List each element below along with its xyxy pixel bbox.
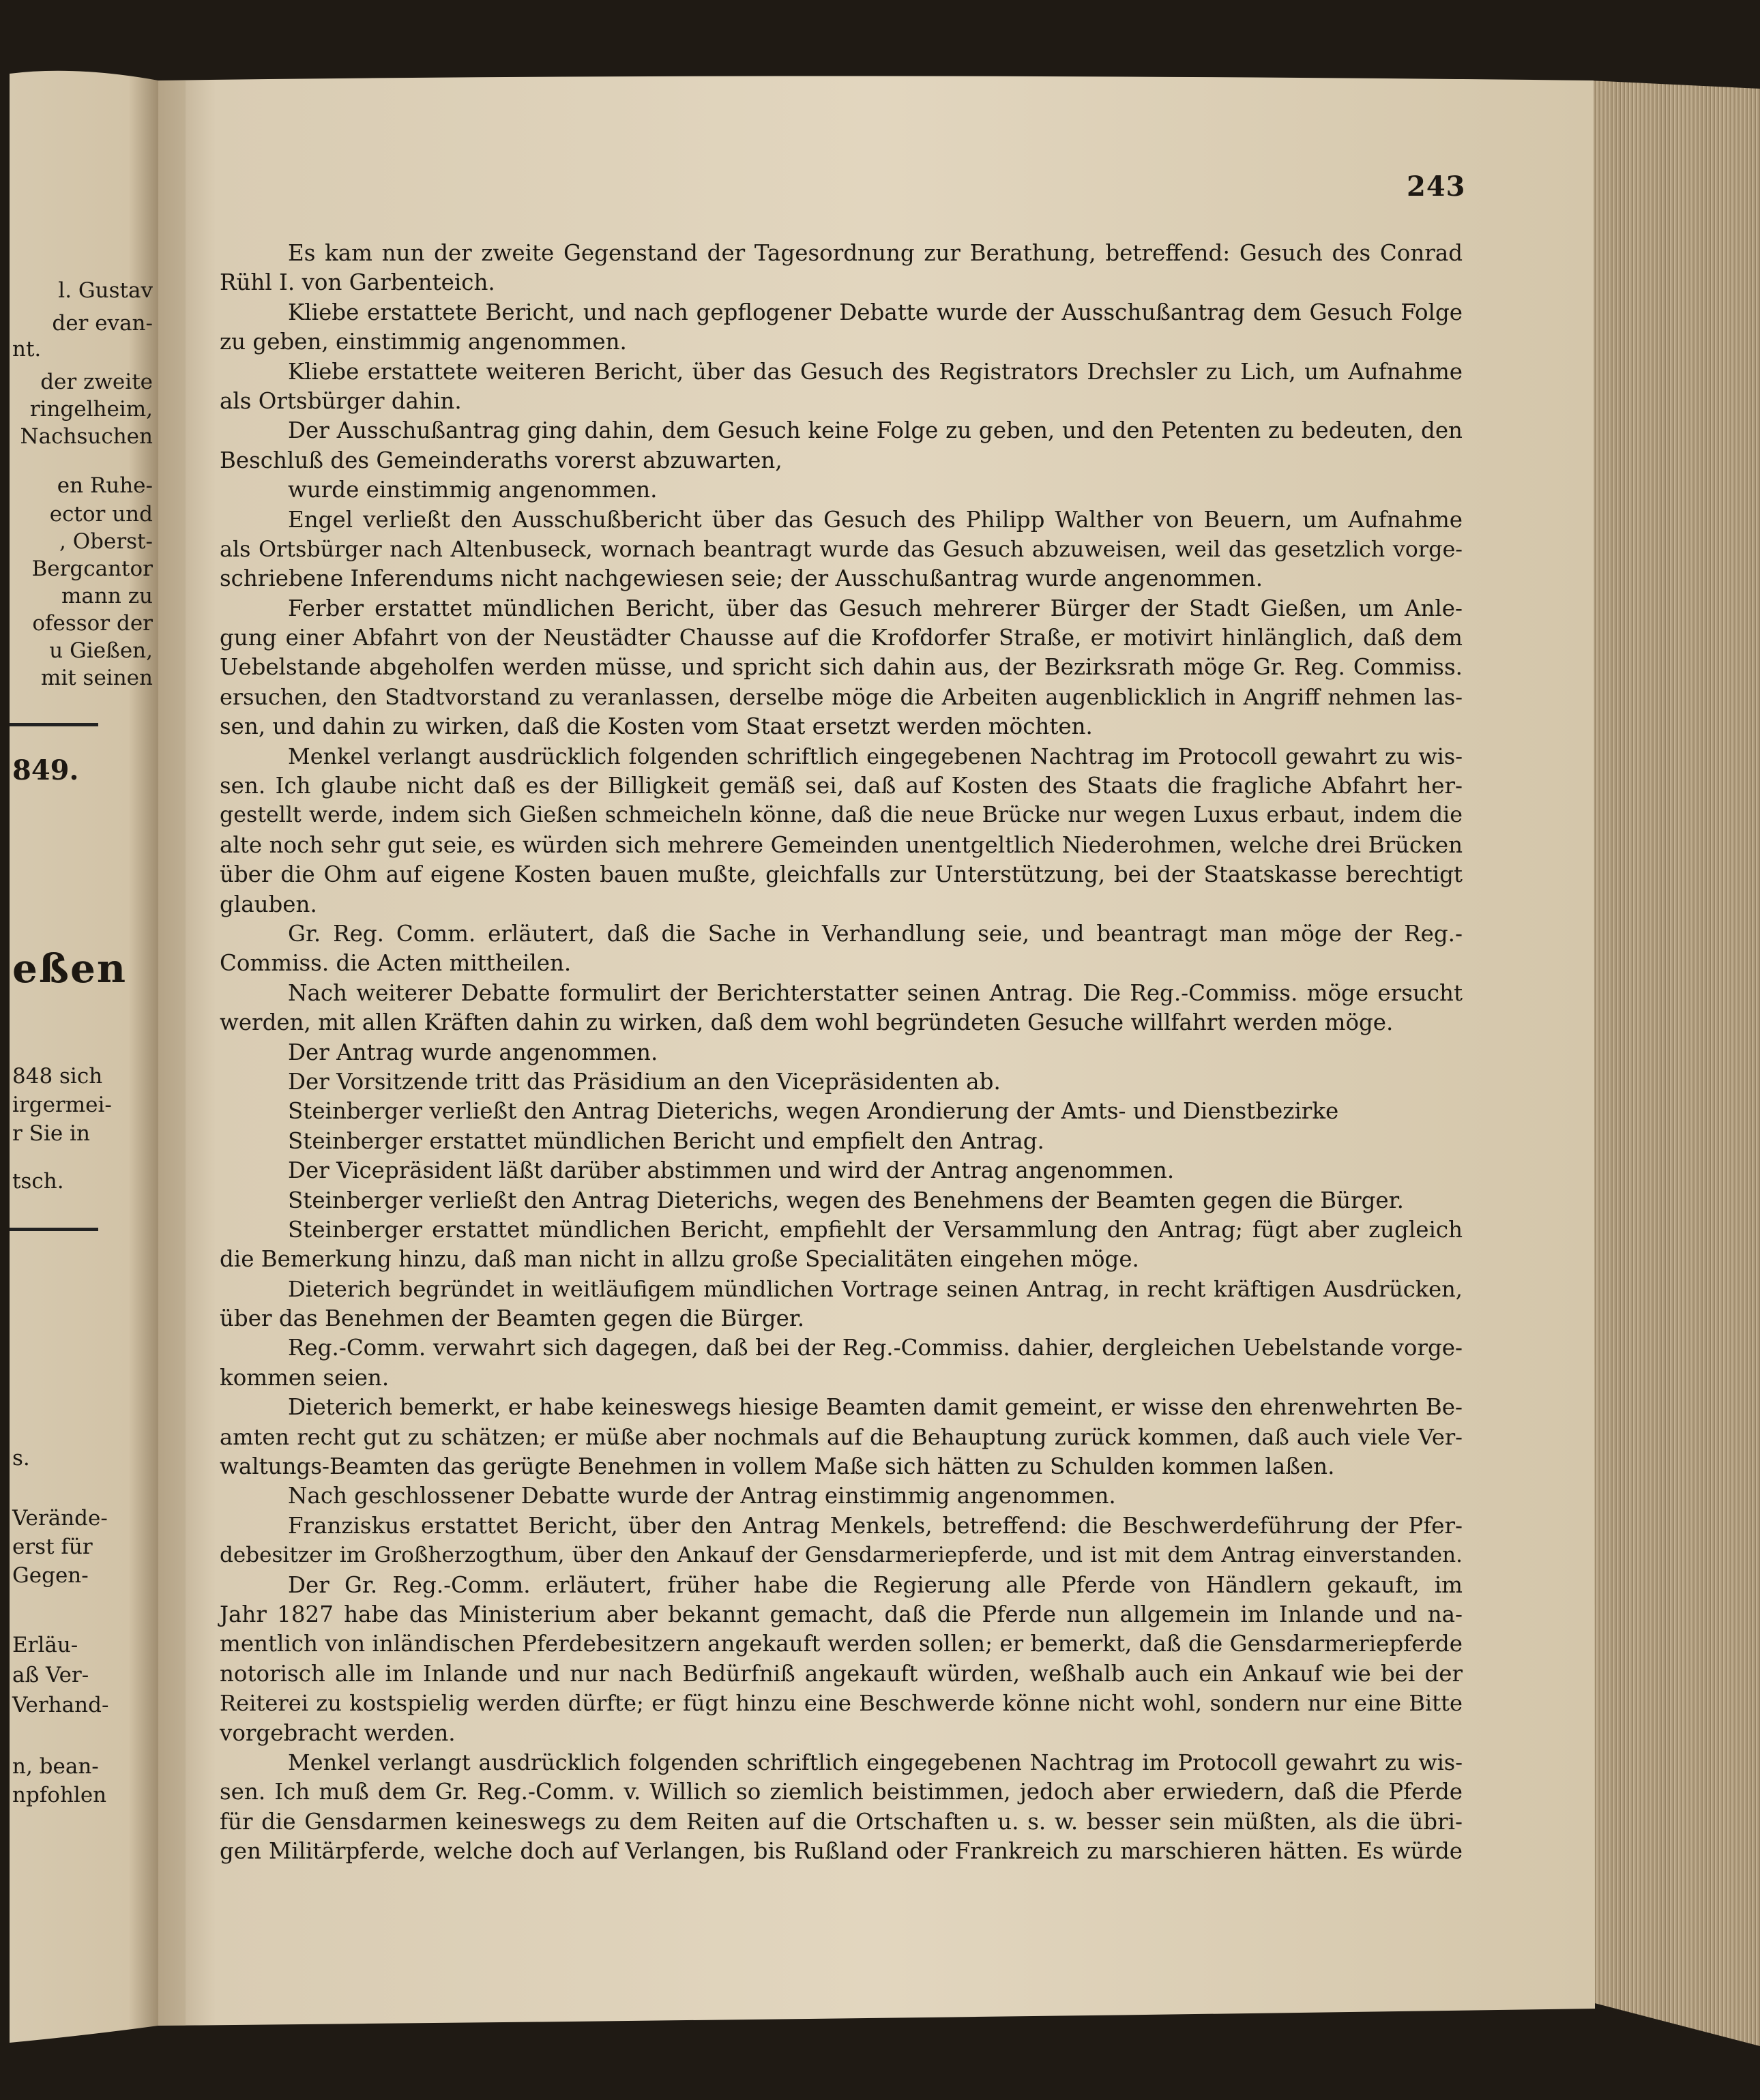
- text-line: Nach geschlossener Debatte wurde der Antrag einstimmig angenommen.: [288, 1483, 1116, 1509]
- text-line: sen, und dahin zu wirken, daß die Kosten vom Staat ersetzt werden möchten.: [220, 713, 1093, 740]
- text-line: Beschluß des Gemeinderaths vorerst abzuwarten,: [220, 447, 782, 473]
- fragment-line: irgermei-: [12, 1093, 112, 1117]
- fragment-line: der zweite: [40, 370, 153, 394]
- fragment-line: Bergcantor: [31, 557, 153, 581]
- text-line: notorisch alle im Inlande und nur nach Bedürfniß angekauft würden, weßhalb auch ein Ankauf wie bei der: [220, 1660, 1463, 1687]
- fragment-line: erst für: [12, 1535, 93, 1559]
- text-line: glauben.: [220, 891, 317, 917]
- text-line: für die Gensdarmen keineswegs zu dem Reiten auf die Ortschaften u. s. w. besser sein müßten, als die übri-: [220, 1808, 1463, 1835]
- text-line: Gr. Reg. Comm. erläutert, daß die Sache in Verhandlung seie, und beantragt man möge der Reg.-: [288, 920, 1463, 947]
- text-line: Rühl I. von Garbenteich.: [220, 269, 495, 296]
- text-line: sen. Ich glaube nicht daß es der Billigkeit gemäß sei, daß auf Kosten des Staats die fragliche Abfahrt her-: [220, 773, 1463, 799]
- fragment-line: l. Gustav: [58, 278, 153, 303]
- fragment-line: n, bean-: [12, 1754, 99, 1779]
- text-line: Kliebe erstattete Bericht, und nach gepflogener Debatte wurde der Ausschußantrag dem Gesuch Folge: [288, 299, 1463, 325]
- text-line: Jahr 1827 habe das Ministerium aber bekannt gemacht, daß die Pferde nun allgemein im Inlande und na-: [220, 1601, 1463, 1627]
- text-line: Der Gr. Reg.-Comm. erläutert, früher habe die Regierung alle Pferde von Händlern gekauft, im: [288, 1571, 1463, 1598]
- fragment-line: ofessor der: [32, 611, 153, 636]
- text-line: als Ortsbürger nach Altenbuseck, wornach beantragt wurde das Gesuch abzuweisen, weil das gesetzlich vorge-: [220, 536, 1463, 562]
- fragment-line: , Oberst-: [59, 529, 153, 554]
- text-line: sen. Ich muß dem Gr. Reg.-Comm. v. Willich so ziemlich beistimmen, jedoch aber erwiedern, daß die Pferde: [220, 1779, 1463, 1805]
- text-line: schriebene Inferendums nicht nachgewiesen seie; der Ausschußantrag wurde angenommen.: [220, 565, 1263, 592]
- text-line: Nach weiterer Debatte formulirt der Berichterstatter seinen Antrag. Die Reg.-Commiss. möge ersucht: [288, 979, 1463, 1006]
- fragment-line: r Sie in: [12, 1121, 90, 1146]
- fragment-line: 848 sich: [12, 1064, 103, 1089]
- page-number: 243: [1407, 171, 1466, 203]
- protocol-text-body: [220, 239, 1463, 1910]
- fragment-line: npfohlen: [12, 1783, 107, 1807]
- fragment-line: en Ruhe-: [57, 473, 153, 498]
- text-line: gestellt werde, indem sich Gießen schmeicheln könne, daß die neue Brücke nur wegen Luxus erbaut, indem die: [220, 803, 1463, 828]
- fragment-line: Gegen-: [12, 1563, 89, 1588]
- text-line: über die Ohm auf eigene Kosten bauen mußte, gleichfalls zur Unterstützung, bei der Staatskasse berechtigt: [220, 861, 1463, 888]
- text-line: Reiterei zu kostspielig werden dürfte; er fügt hinzu eine Beschwerde könne nicht wohl, sondern nur eine Bitte: [220, 1690, 1463, 1717]
- text-line: die Bemerkung hinzu, daß man nicht in allzu große Specialitäten eingehen möge.: [220, 1246, 1139, 1273]
- text-line: über das Benehmen der Beamten gegen die Bürger.: [220, 1305, 805, 1332]
- text-line: Der Vicepräsident läßt darüber abstimmen und wird der Antrag angenommen.: [288, 1157, 1175, 1184]
- text-line: Menkel verlangt ausdrücklich folgenden schriftlich eingegebenen Nachtrag im Protocoll gewahrt zu wis-: [288, 743, 1463, 769]
- text-line: Steinberger verließt den Antrag Dieterichs, wegen Arondierung der Amts- und Dienstbezirke: [288, 1098, 1339, 1125]
- text-line: Der Antrag wurde angenommen.: [288, 1039, 658, 1065]
- text-line: debesitzer im Großherzogthum, über den Ankauf der Gensdarmeriepferde, und ist mit dem Antrag einverstanden.: [220, 1543, 1463, 1568]
- text-line: Engel verließt den Ausschußbericht über das Gesuch des Philipp Walther von Beuern, um Aufnahme: [288, 506, 1463, 533]
- previous-page-fragment: [10, 68, 160, 2046]
- fragment-line: s.: [12, 1446, 30, 1470]
- text-line: vorgebracht werden.: [220, 1719, 456, 1746]
- fragment-line: tsch.: [12, 1169, 64, 1194]
- text-line: amten recht gut zu schätzen; er müße aber nochmals auf die Behauptung zurück kommen, daß auch viele Ver-: [220, 1423, 1463, 1450]
- fragment-line: mann zu: [61, 584, 153, 608]
- divider-rule: [10, 723, 98, 726]
- text-line: alte noch sehr gut seie, es würden sich mehrere Gemeinden unentgeltlich Niederohmen, welche drei Brücken: [220, 831, 1463, 858]
- fragment-line: Verhand-: [12, 1693, 109, 1717]
- fragment-line: Verände-: [12, 1506, 108, 1530]
- text-line: als Ortsbürger dahin.: [220, 387, 462, 414]
- text-line: Dieterich bemerkt, er habe keineswegs hiesige Beamten damit gemeint, er wisse den ehrenwehrten Be-: [288, 1394, 1463, 1421]
- text-line: gung einer Abfahrt von der Neustädter Chausse auf die Krofdorfer Straße, er motivirt hinlänglich, daß dem: [220, 625, 1463, 651]
- fragment-line: Nachsuchen: [20, 424, 153, 449]
- text-line: Es kam nun der zweite Gegenstand der Tagesordnung zur Berathung, betreffend: Gesuch des Conrad: [288, 240, 1463, 266]
- fragment-line: nt.: [12, 337, 42, 361]
- fragment-year: 849.: [12, 754, 79, 786]
- text-line: Dieterich begründet in weitläufigem mündlichen Vortrage seinen Antrag, in recht kräftigen Ausdrücken,: [288, 1275, 1463, 1302]
- text-line: Steinberger erstattet mündlichen Bericht, empfiehlt der Versammlung den Antrag; fügt aber zugleich: [288, 1216, 1463, 1243]
- text-line: Reg.-Comm. verwahrt sich dagegen, daß bei der Reg.-Commiss. dahier, dergleichen Uebelstande vorge-: [288, 1335, 1463, 1361]
- fragment-heading: eßen: [12, 945, 128, 992]
- text-line: Commiss. die Acten mittheilen.: [220, 950, 572, 977]
- fragment-line: ector und: [49, 502, 153, 527]
- text-line: Steinberger erstattet mündlichen Bericht und empfielt den Antrag.: [288, 1127, 1044, 1154]
- fragment-line: mit seinen: [40, 666, 153, 690]
- text-line: kommen seien.: [220, 1364, 390, 1391]
- text-line: Uebelstande abgeholfen werden müsse, und spricht sich dahin aus, der Bezirksrath möge Gr. Reg. Commiss.: [220, 654, 1463, 681]
- text-line: Franziskus erstattet Bericht, über den Antrag Menkels, betreffend: die Beschwerdeführung der Pfer-: [288, 1512, 1463, 1539]
- text-line: ersuchen, den Stadtvorstand zu veranlassen, derselbe möge die Arbeiten augenblicklich in Angriff nehmen las-: [220, 683, 1463, 710]
- fragment-line: Erläu-: [12, 1633, 78, 1657]
- fragment-line: u Gießen,: [49, 638, 153, 663]
- fragment-line: der evan-: [52, 311, 153, 336]
- text-line: werden, mit allen Kräften dahin zu wirken, daß dem wohl begründeten Gesuche willfahrt werden möge.: [220, 1009, 1394, 1036]
- text-line: Menkel verlangt ausdrücklich folgenden schriftlich eingegebenen Nachtrag im Protocoll gewahrt zu wis-: [288, 1749, 1463, 1775]
- fragment-line: ringelheim,: [29, 397, 153, 422]
- divider-rule: [10, 1228, 98, 1231]
- text-line: wurde einstimmig angenommen.: [288, 477, 658, 503]
- text-line: Der Vorsitzende tritt das Präsidium an den Vicepräsidenten ab.: [288, 1068, 1001, 1095]
- text-line: Der Ausschußantrag ging dahin, dem Gesuch keine Folge zu geben, und den Petenten zu bedeuten, den: [288, 417, 1463, 444]
- text-line: mentlich von inländischen Pferdebesitzern angekauft werden sollen; er bemerkt, daß die Gensdarmeriepferde: [220, 1631, 1463, 1657]
- text-line: Ferber erstattet mündlichen Bericht, über das Gesuch mehrerer Bürger der Stadt Gießen, um Anle-: [288, 595, 1463, 621]
- text-line: Kliebe erstattete weiteren Bericht, über das Gesuch des Registrators Drechsler zu Lich, um Aufnahme: [288, 358, 1463, 385]
- text-line: gen Militärpferde, welche doch auf Verlangen, bis Rußland oder Frankreich zu marschieren hätten. Es würde: [220, 1838, 1463, 1865]
- fragment-line: aß Ver-: [12, 1663, 89, 1687]
- text-line: Steinberger verließt den Antrag Dieterichs, wegen des Benehmens der Beamten gegen die Bürger.: [288, 1187, 1404, 1213]
- text-line: zu geben, einstimmig angenommen.: [220, 329, 627, 355]
- text-line: waltungs-Beamten das gerügte Benehmen in vollem Maße sich hätten zu Schulden kommen laßen.: [220, 1453, 1335, 1480]
